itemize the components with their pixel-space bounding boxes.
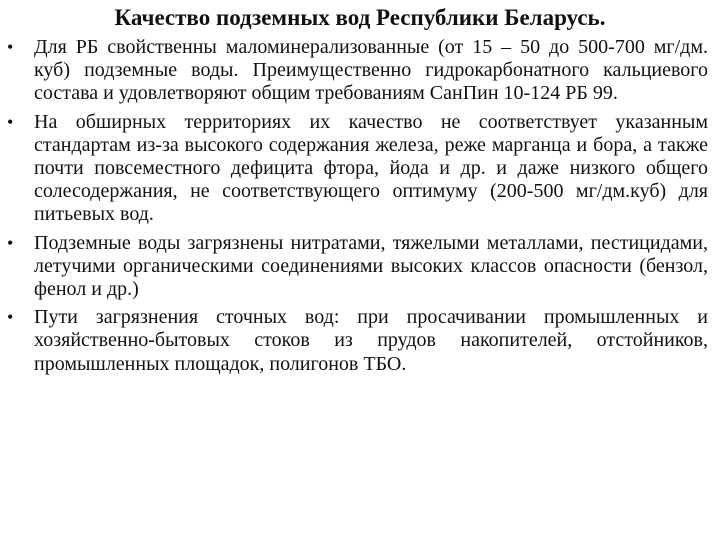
bullet-item-3 — [0, 232, 720, 302]
bullet-text-2: На обширных территориях их качество не соответствует указанным стандартам из-за высокого содержания железа, реже марганца и бора, а также почти повсеместного дефицита фтора, йода и др. и даже низкого общего солесодержания, не соответствующего оптимуму (200-500 мг/дм.куб) для питьевых вод. — [34, 110, 708, 226]
bullet-text-4: Пути загрязнения сточных вод: при просачивании промышленных и хозяйственно-бытовых стоков из прудов накопителей, отстойников, промышленных площадок, полигонов ТБО. — [34, 306, 708, 375]
slide-title: Качество подземных вод Республики Беларусь. — [114, 5, 606, 30]
bullet-item-1 — [0, 36, 720, 106]
bullet-item-4 — [0, 306, 720, 376]
bullet-item-2 — [0, 111, 720, 227]
bullet-text-3: Подземные воды загрязнены нитратами, тяжелыми металлами, пестицидами, летучими органическими соединениями высоких классов опасности (бензол, фенол и др.) — [34, 231, 708, 301]
bullet-list — [0, 36, 720, 381]
bullet-text-1: Для РБ свойственны маломинерализованные (от 15 – 50 до 500-700 мг/дм. куб) подземные воды. Преимущественно гидрокарбонатного кальциевого состава и удовлетворяют общим требованиям СанПин 10-124 РБ 99. — [34, 36, 708, 105]
bullet-dot-icon: • — [7, 111, 14, 132]
bullet-dot-icon: • — [7, 307, 14, 328]
bullet-dot-icon: • — [7, 232, 14, 253]
bullet-dot-icon: • — [7, 37, 14, 57]
